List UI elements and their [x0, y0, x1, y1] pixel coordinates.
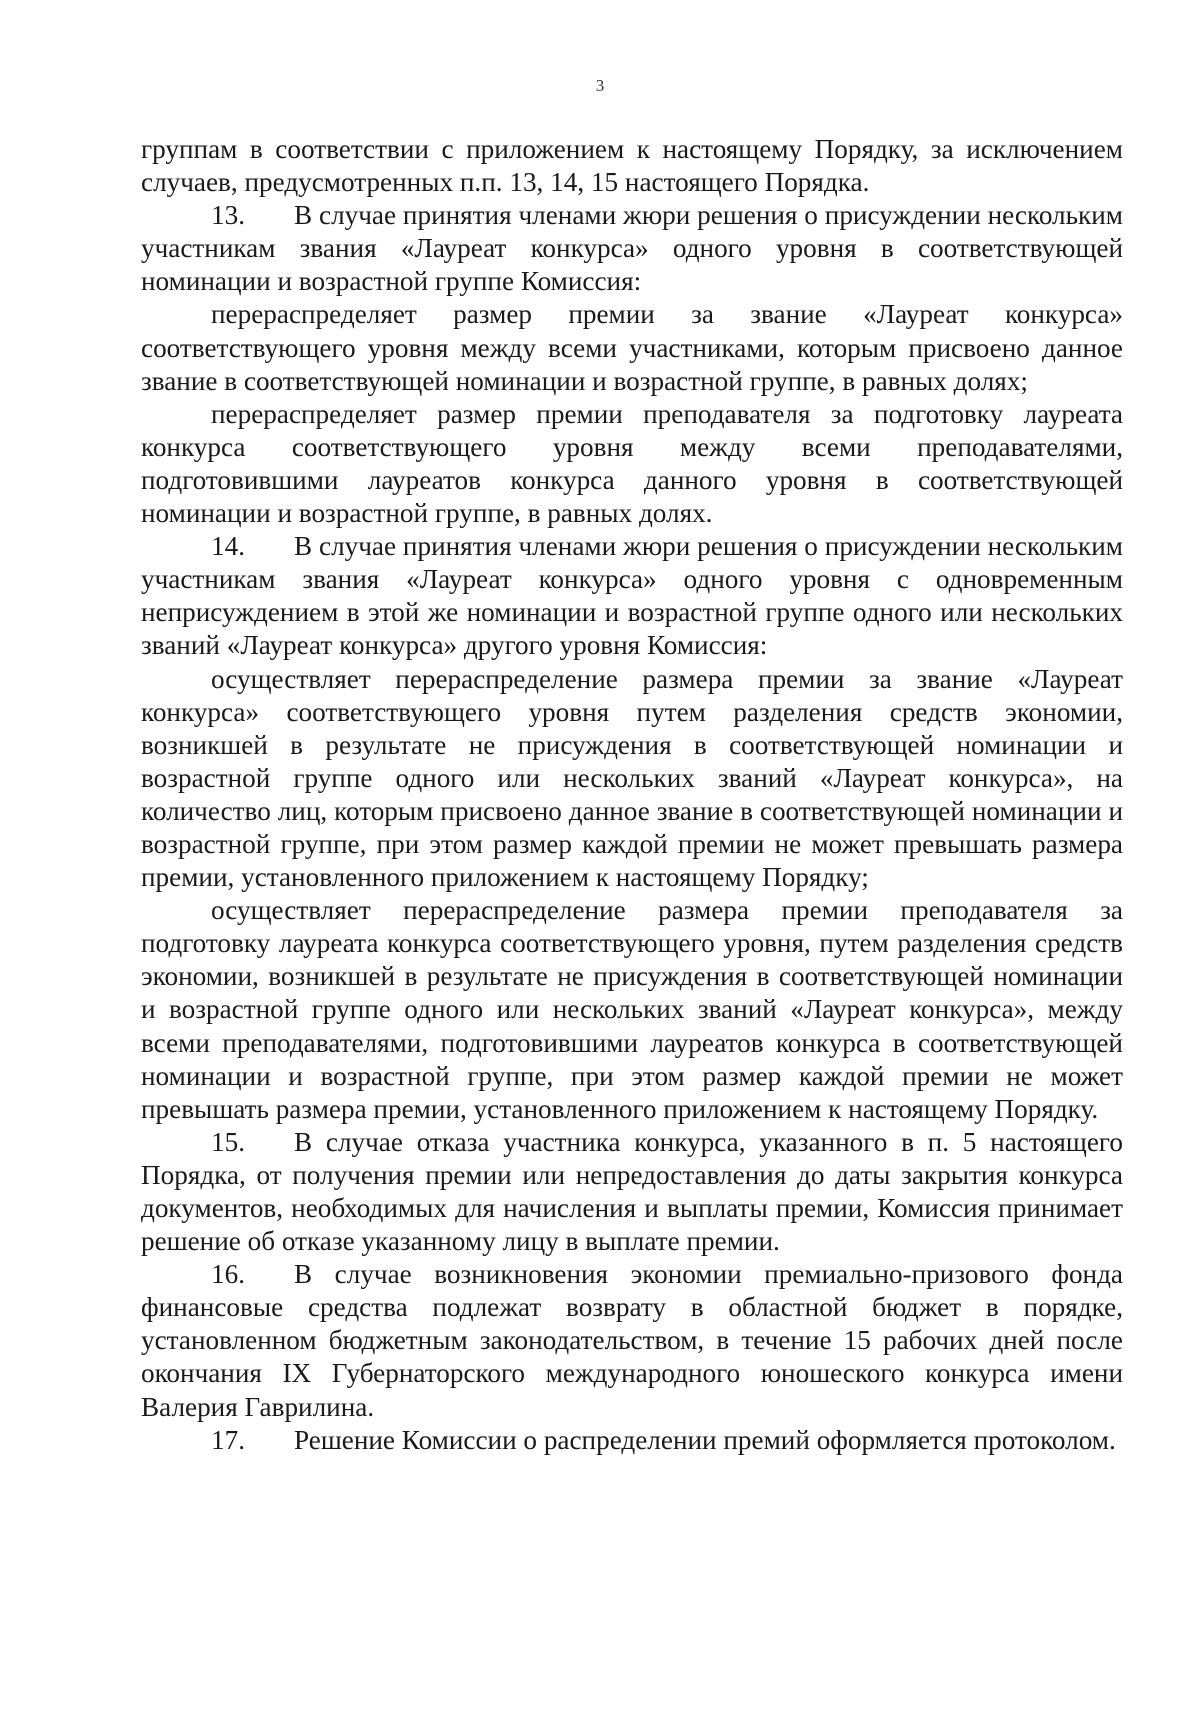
paragraph-text: В случае принятия членами жюри решения о присуждении нескольким участникам звания «Лауреат конкурса» одного уровня с одновременным неприсуждением в этой же номинации и возрастной группе одного или нескольких званий «Лауреат конкурса» другого уровня Комиссия:: [141, 531, 1123, 661]
paragraph-number: 16.: [211, 1259, 245, 1290]
paragraph-number: 17.: [211, 1424, 245, 1455]
paragraph-13-sub-1: [141, 298, 1123, 397]
paragraph-continued: [141, 133, 1123, 199]
paragraph-number: 13.: [211, 200, 245, 231]
paragraph-17: [141, 1424, 1123, 1457]
paragraph-16: [141, 1258, 1123, 1423]
paragraph-number: 14.: [211, 531, 245, 562]
paragraph-text: В случае принятия членами жюри решения о присуждении нескольким участникам звания «Лауреат конкурса» одного уровня в соответствующей номинации и возрастной группе Комиссия:: [141, 200, 1123, 297]
paragraph-13-sub-2: [141, 398, 1123, 530]
paragraph-number: 15.: [211, 1126, 245, 1157]
paragraph-text: перераспределяет размер премии за звание «Лауреат конкурса» соответствующего уровня между всеми участниками, которым присвоено данное звание в соответствующей номинации и возрастной группе, в равных долях;: [141, 299, 1123, 396]
paragraph-text: группам в соответствии с приложением к настоящему Порядку, за исключением случаев, предусмотренных п.п. 13, 14, 15 настоящего Порядка.: [141, 134, 1123, 198]
paragraph-14-sub-2: [141, 894, 1123, 1126]
paragraph-text: осуществляет перераспределение размера премии преподавателя за подготовку лауреата конкурса соответствующего уровня, путем разделения средств экономии, возникшей в результате не присуждения в соответствующей номинации и возрастной группе одного или нескольких званий «Лауреат конкурса», между всеми преподавателями, подготовившими лауреатов конкурса в соответствующей номинации и возрастной группе, при этом размер каждой премии не может превышать размера премии, установленного приложением к настоящему Порядку.: [141, 895, 1123, 1124]
paragraph-text: В случае отказа участника конкурса, указанного в п. 5 настоящего Порядка, от получения премии или непредоставления до даты закрытия конкурса документов, необходимых для начисления и выплаты премии, Комиссия принимает решение об отказе указанному лицу в выплате премии.: [141, 1126, 1123, 1257]
paragraph-13: [141, 199, 1123, 298]
paragraph-text: В случае возникновения экономии премиально-призового фонда финансовые средства подлежат возврату в областной бюджет в порядке, установленном бюджетным законодательством, в течение 15 рабочих дней после окончания IX Губернаторского международного юношеского конкурса имени Валерия Гаврилина.: [141, 1259, 1123, 1422]
paragraph-15: [141, 1126, 1123, 1258]
paragraph-text: осуществляет перераспределение размера премии за звание «Лауреат конкурса» соответствующего уровня путем разделения средств экономии, возникшей в результате не присуждения в соответствующей номинации и возрастной группе одного или нескольких званий «Лауреат конкурса», на количество лиц, которым присвоено данное звание в соответствующей номинации и возрастной группе, при этом размер каждой премии не может превышать размера премии, установленного приложением к настоящему Порядку;: [141, 663, 1123, 893]
paragraph-14: [141, 530, 1123, 662]
paragraph-text: перераспределяет размер премии преподавателя за подготовку лауреата конкурса соответствующего уровня между всеми преподавателями, подготовившими лауреатов конкурса данного уровня в соответствующей номинации и возрастной группе, в равных долях.: [141, 398, 1123, 529]
document-body: [141, 133, 1123, 1457]
paragraph-14-sub-1: [141, 663, 1123, 895]
paragraph-text: Решение Комиссии о распределении премий оформляется протоколом.: [294, 1424, 1116, 1455]
page-number: 3: [595, 76, 605, 95]
